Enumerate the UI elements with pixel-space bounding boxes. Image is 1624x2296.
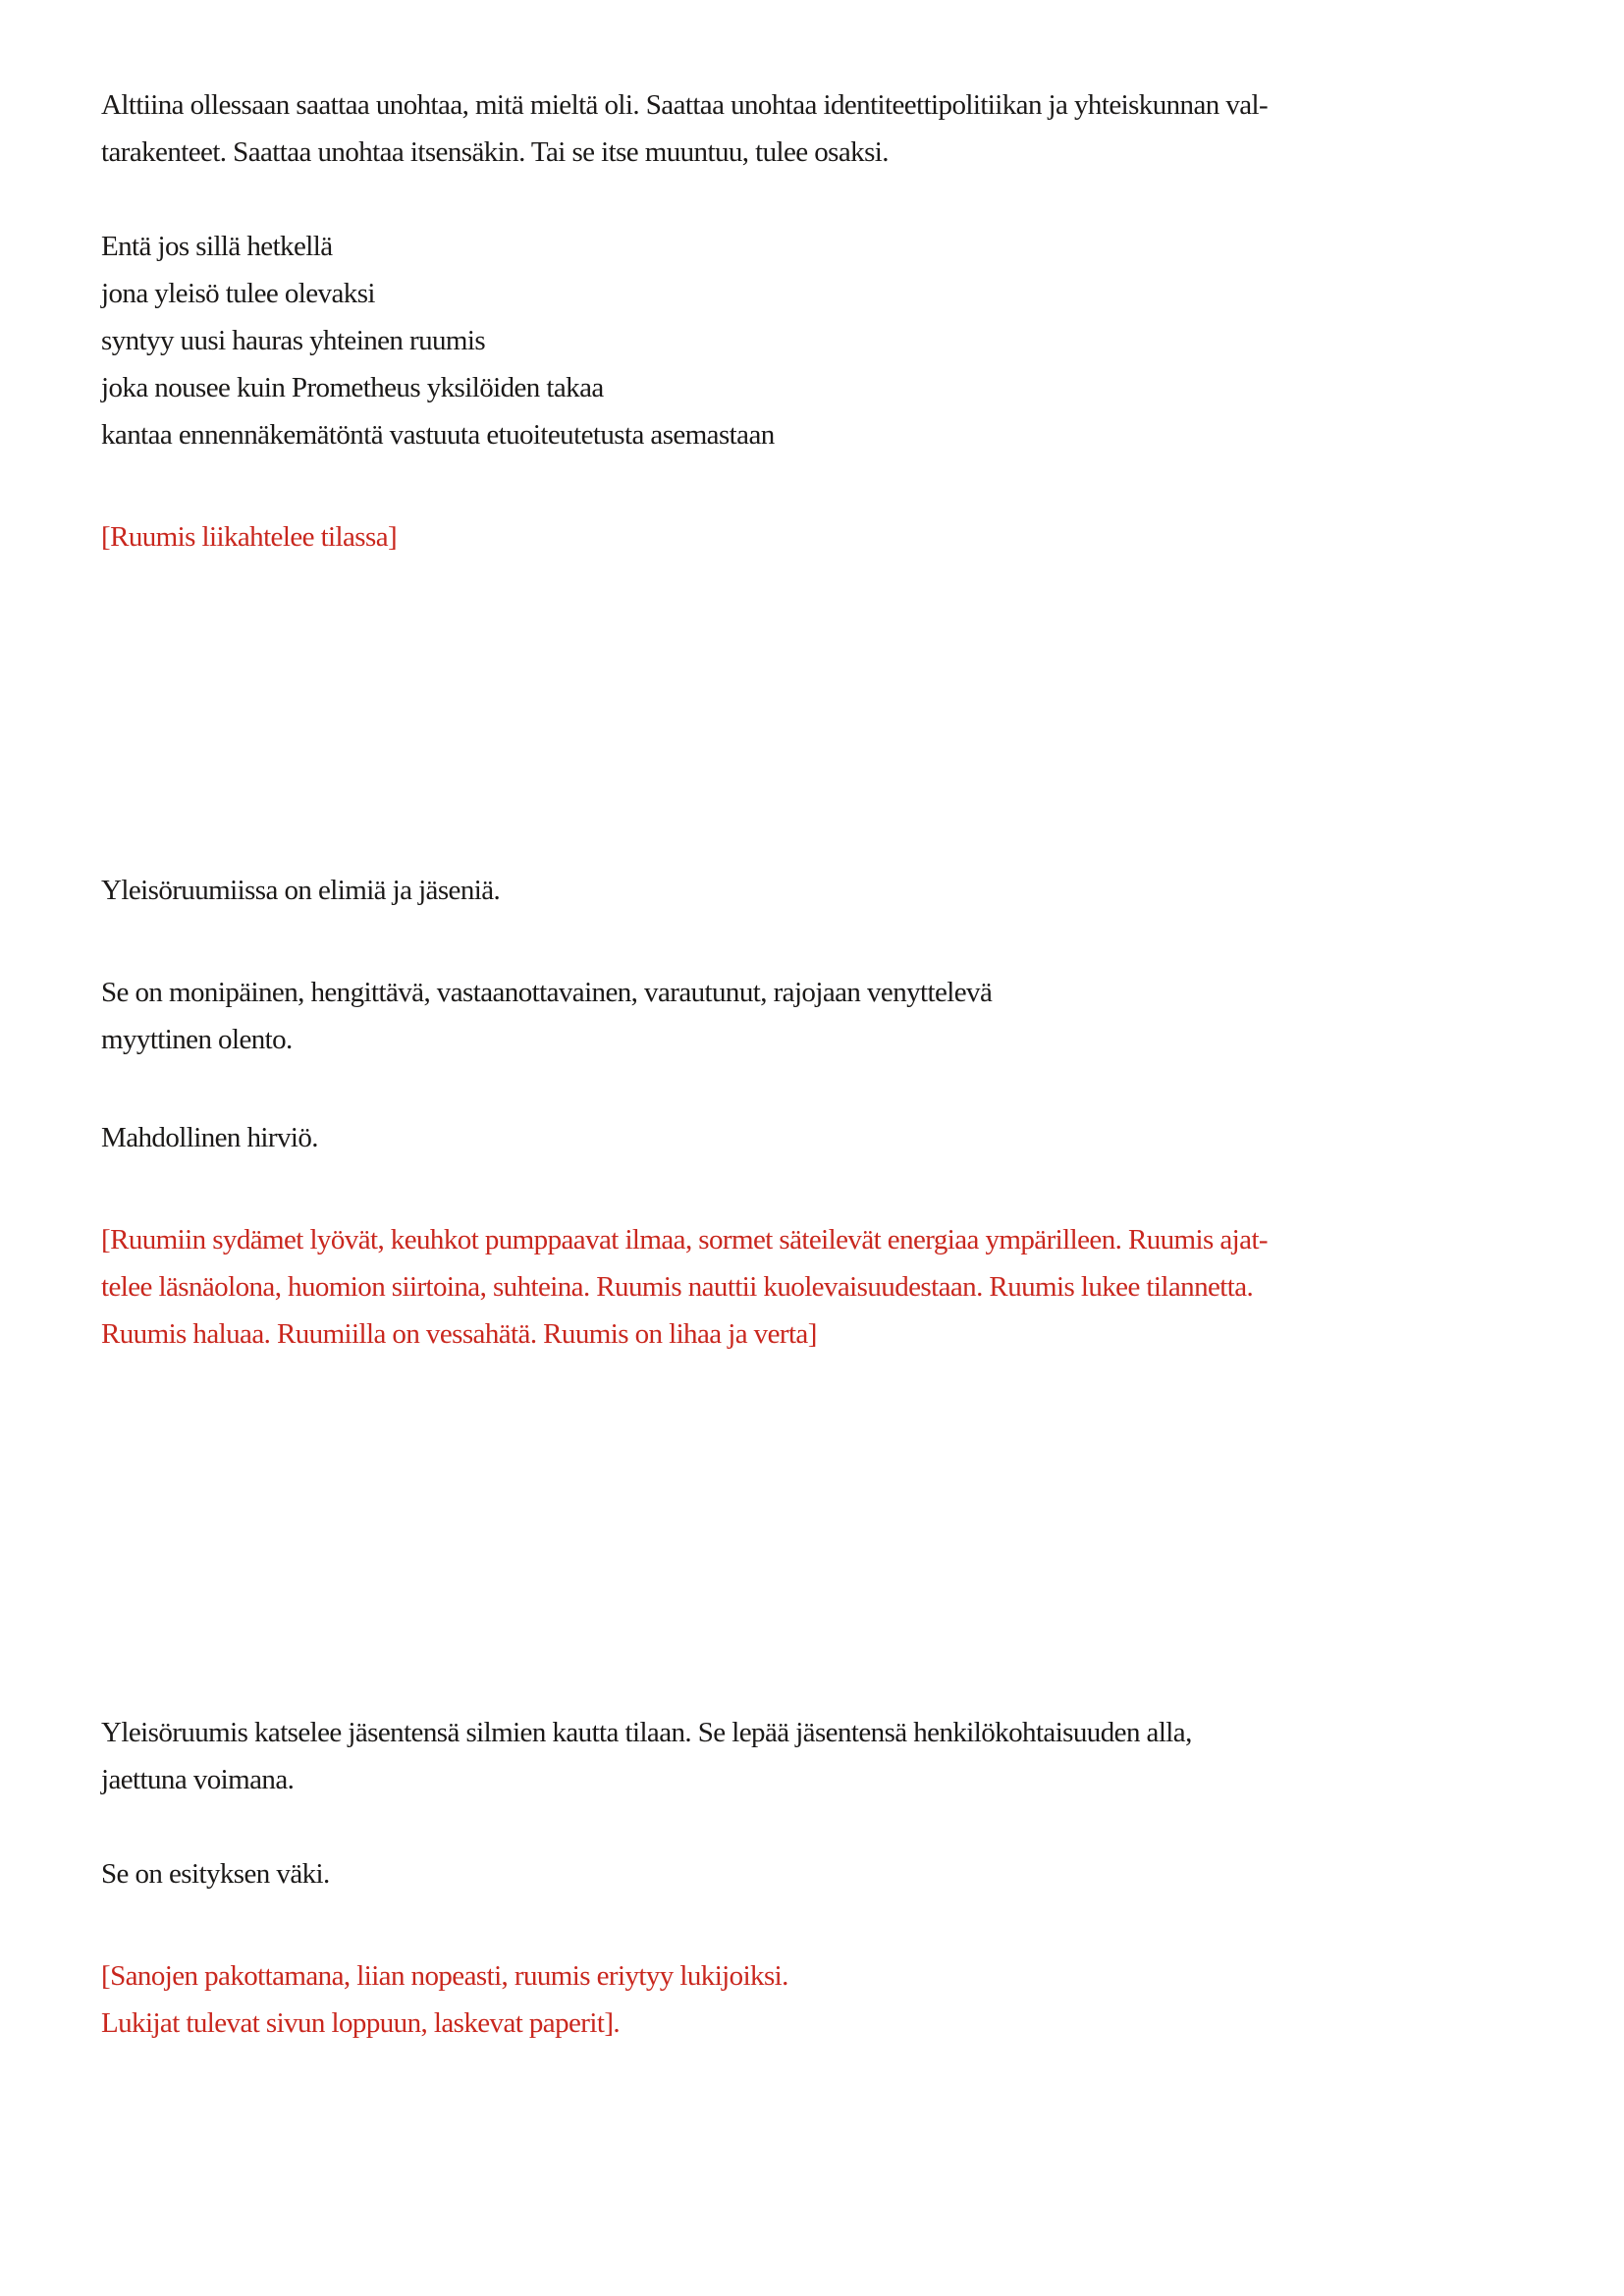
verse-line: Entä jos sillä hetkellä (101, 231, 333, 262)
stage-direction-3 (101, 1952, 1530, 2047)
stage-direction-line: Lukijat tulevat sivun loppuun, laskevat paperit]. (101, 2007, 621, 2039)
text-line: Se on monipäinen, hengittävä, vastaanottavainen, varautunut, rajojaan venyttelevä (101, 977, 993, 1008)
stage-direction-line: [Sanojen pakottamana, liian nopeasti, ruumis eriytyy lukijoiksi. (101, 1960, 788, 1992)
text-line: Mahdollinen hirviö. (101, 1122, 318, 1153)
stage-direction-2 (101, 1216, 1530, 1358)
paragraph-performance-folk (101, 1850, 1530, 1897)
text-line: tarakenteet. Saattaa unohtaa itsensäkin. Tai se itse muuntuu, tulee osaksi. (101, 136, 889, 168)
stage-direction-1 (101, 513, 1530, 561)
paragraph-creature (101, 969, 1530, 1063)
paragraph-organs (101, 867, 1530, 914)
stage-direction-line: Ruumis haluaa. Ruumiilla on vessahätä. Ruumis on lihaa ja verta] (101, 1318, 817, 1350)
stage-direction-line: [Ruumiin sydämet lyövät, keuhkot pumppaavat ilmaa, sormet säteilevät energiaa ympärilleen. Ruumis ajat- (101, 1224, 1268, 1255)
text-line: Se on esityksen väki. (101, 1858, 330, 1890)
paragraph-audience-body (101, 1709, 1530, 1803)
verse-line: kantaa ennennäkemätöntä vastuuta etuoiteutetusta asemastaan (101, 419, 775, 451)
verse-line: joka nousee kuin Prometheus yksilöiden takaa (101, 372, 604, 403)
paragraph-intro (101, 81, 1530, 176)
text-line: Yleisöruumis katselee jäsentensä silmien kautta tilaan. Se lepää jäsentensä henkilökohtaisuuden alla, (101, 1717, 1192, 1748)
text-line: jaettuna voimana. (101, 1764, 295, 1795)
text-line: myyttinen olento. (101, 1024, 293, 1055)
stage-direction-line: [Ruumis liikahtelee tilassa] (101, 521, 398, 553)
text-line: Alttiina ollessaan saattaa unohtaa, mitä mieltä oli. Saattaa unohtaa identiteettipolitiikan ja yhteiskunnan val- (101, 89, 1269, 121)
verse-stanza (101, 223, 1530, 458)
verse-line: syntyy uusi hauras yhteinen ruumis (101, 325, 486, 356)
paragraph-monster (101, 1114, 1530, 1161)
verse-line: jona yleisö tulee olevaksi (101, 278, 375, 309)
stage-direction-line: telee läsnäolona, huomion siirtoina, suhteina. Ruumis nauttii kuolevaisuudestaan. Ruumis lukee tilannetta. (101, 1271, 1254, 1303)
text-line: Yleisöruumiissa on elimiä ja jäseniä. (101, 875, 501, 906)
